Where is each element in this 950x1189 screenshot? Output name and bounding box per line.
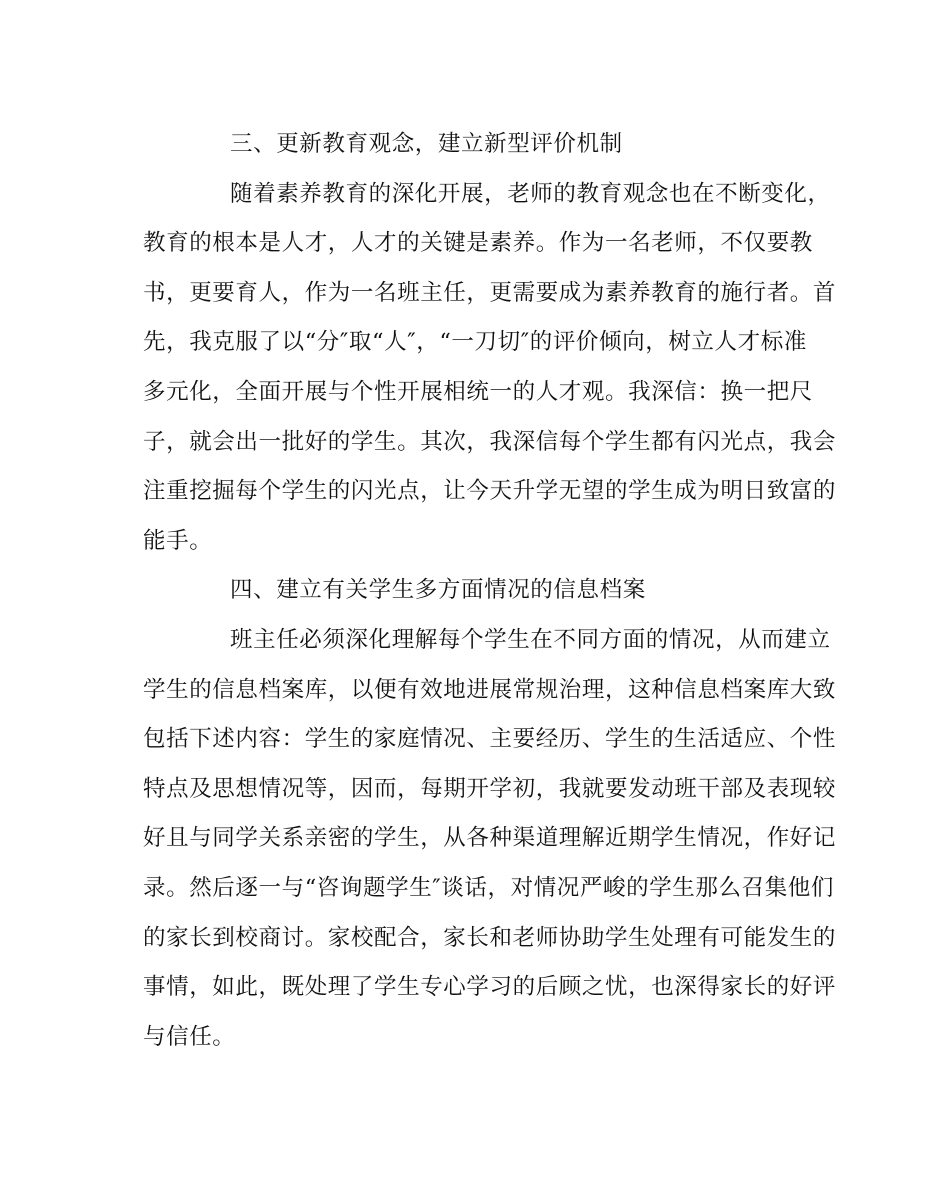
paragraph-line: 注重挖掘每个学生的闪光点，让今天升学无望的学生成为明日致富的 <box>143 478 837 505</box>
paragraph-line: 班主任必须深化理解每个学生在不同方面的情况，从而建立 <box>230 626 831 653</box>
paragraph-line: 教育的根本是人才，人才的关键是素养。作为一名老师，不仅要教 <box>143 230 813 257</box>
document-body <box>143 120 837 1062</box>
paragraph-line: 事情，如此，既处理了学生专心学习的后顾之忧，也深得家长的好评 <box>143 974 837 1001</box>
paragraph-line: 多元化，全面开展与个性开展相统一的人才观。我深信：换一把尺 <box>143 378 813 405</box>
paragraph-line: 能手。 <box>143 527 213 554</box>
paragraph-line: 子，就会出一批好的学生。其次，我深信每个学生都有闪光点，我会 <box>143 428 837 455</box>
paragraph-line: 特点及思想情况等，因而，每期开学初，我就要发动班干部及表现较 <box>143 775 837 802</box>
paragraph-line: 学生的信息档案库，以便有效地进展常规治理，这种信息档案库大致 <box>143 676 837 703</box>
paragraph-line: 录。然后逐一与“咨询题学生″谈话，对情况严峻的学生那么召集他们 <box>143 874 835 901</box>
paragraph-line: 随着素养教育的深化开展，老师的教育观念也在不断变化， <box>230 180 831 207</box>
section-heading-4: 四、建立有关学生多方面情况的信息档案 <box>230 577 646 604</box>
section-heading-3: 三、更新教育观念，建立新型评价机制 <box>230 131 623 157</box>
paragraph-line: 先，我克服了以“分″取“人″，“一刀切″的评价倾向，树立人才标准 <box>143 329 807 356</box>
paragraph-line: 书，更要育人，作为一名班主任，更需要成为素养教育的施行者。首 <box>143 279 837 306</box>
paragraph-line: 的家长到校商讨。家校配合，家长和老师协助学生处理有可能发生的 <box>143 924 837 951</box>
paragraph-line: 与信任。 <box>143 1023 236 1050</box>
paragraph-line: 好且与同学关系亲密的学生，从各种渠道理解近期学生情况，作好记 <box>143 825 837 852</box>
paragraph-line: 包括下述内容：学生的家庭情况、主要经历、学生的生活适应、个性 <box>143 726 837 753</box>
